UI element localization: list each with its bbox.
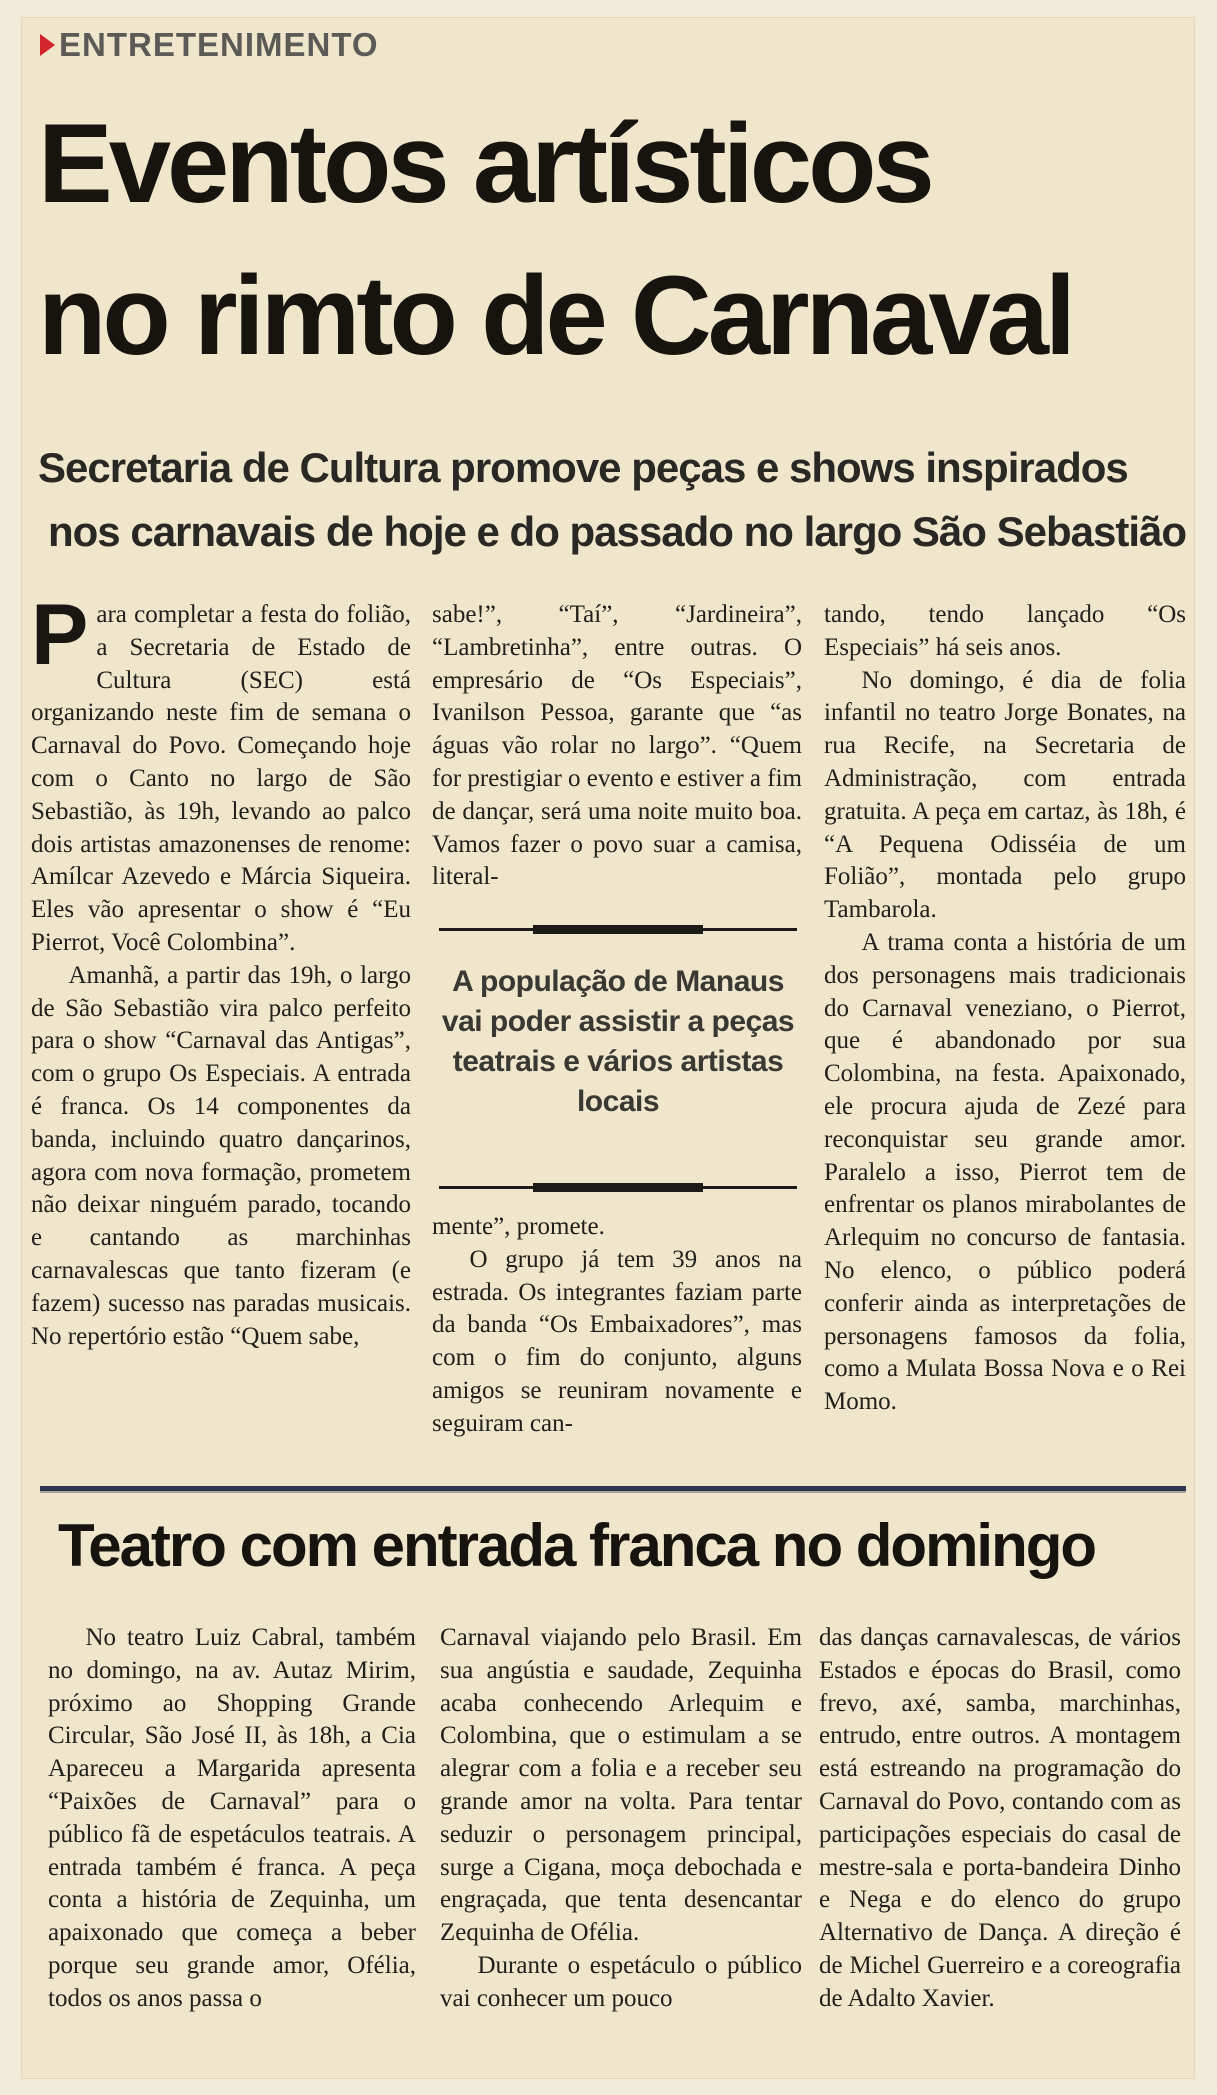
headline-line-2: no rimto de Carnaval <box>38 253 1073 378</box>
article2-column-2 <box>440 1622 802 2016</box>
article2-paragraph: das danças carnavalescas, de vários Estados e épocas do Brasil, como frevo, axé, samba, marchinhas, entrudo, entre outros. A montagem está estreando na programação do Carnaval do Povo, contando com as participações especiais do casal de mestre-sala e porta-bandeira Dinho e Nega e do elenco do grupo Alternativo de Dança. A direção é de Michel Guerreiro e a coreografia de Adalto Xavier. <box>819 1624 1181 2012</box>
article1-paragraph: A trama conta a história de um dos personagens mais tradicionais do Carnaval veneziano, o Pierrot, que é abandonado por sua Colombina, na festa. Apaixonado, ele procura ajuda de Zezé para reconquistar seu grande amor. Paralelo a isso, Pierrot tem de enfrentar os planos mirabolantes de Arlequim no concurso de fantasia. No elenco, o público poderá conferir ainda as interpretações de personagens famosos da folia, como a Mulata Bossa Nova e o Rei Momo. <box>824 928 1186 1416</box>
article1-column-2-bottom <box>432 1211 802 1441</box>
section-divider <box>40 1486 1186 1491</box>
article2-paragraph: No teatro Luiz Cabral, também no domingo, na av. Autaz Mirim, próximo ao Shopping Grande Circular, São José II, às 18h, a Cia Apareceu a Margarida apresenta “Paixões de Carnaval” para o público fã de espetáculos teatrais. A entrada também é franca. A peça conta a história de Zequinha, um apaixonado que começa a beber porque seu grande amor, Ofélia, todos os anos passa o <box>48 1624 416 2012</box>
section-label: ENTRETENIMENTO <box>59 26 379 63</box>
headline-line-1: Eventos artísticos <box>38 101 931 226</box>
article1-paragraph <box>31 587 411 960</box>
article1-paragraph: sabe!”, “Taí”, “Jardineira”, “Lambretinha”, entre outras. O empresário de “Os Especiais”, Ivanilson Pessoa, garante que “as águas vão rolar no largo”. “Quem for prestigiar o evento e estiver a fim de dançar, será uma noite muito boa. Vamos fazer o povo suar a camisa, literal- <box>432 601 802 891</box>
pull-quote-top-rule <box>439 928 797 931</box>
article2-column-1 <box>48 1622 416 2016</box>
article1-column-2-top <box>432 599 802 894</box>
article2-headline: Teatro com entrada franca no domingo <box>58 1512 1096 1579</box>
article2-paragraph: Carnaval viajando pelo Brasil. Em sua angústia e saudade, Zequinha acaba conhecendo Arlequim e Colombina, que o estimulam a se alegrar com a folia e a receber seu grande amor na volta. Para tentar seduzir o personagem principal, surge a Cigana, moça debochada e engraçada, que tenta desencantar Zequinha de Ofélia. <box>440 1624 802 1947</box>
article1-column-1 <box>31 587 411 1353</box>
headline <box>38 88 1188 392</box>
section-tag <box>40 26 379 64</box>
article1-col1-text-1: ara completar a festa do folião, a Secretaria de Estado de Cultura (SEC) está organizando neste fim de semana o Carnaval do Povo. Começando hoje com o Canto no largo de São Sebastião, às 19h, levando ao palco dois artistas amazonenses de renome: Amílcar Azevedo e Márcia Siqueira. Eles vão apresentar o show é “Eu Pierrot, Você Colombina”. <box>31 601 411 956</box>
article1-paragraph: mente”, promete. <box>432 1213 605 1240</box>
article1-paragraph: tando, tendo lançado “Os Especiais” há seis anos. <box>824 601 1186 661</box>
subheadline <box>38 436 1188 564</box>
subheadline-line-2: nos carnavais de hoje e do passado no largo São Sebastião <box>48 508 1187 555</box>
pull-quote-bottom-rule <box>439 1186 797 1189</box>
pull-quote <box>439 928 797 1198</box>
pull-quote-text: A população de Manaus vai poder assistir a peças teatrais e vários artistas locais <box>441 965 795 1118</box>
article2-paragraph: Durante o espetáculo o público vai conhecer um pouco <box>440 1951 802 2012</box>
dropcap: P <box>31 587 89 683</box>
article2-column-3 <box>819 1622 1181 2016</box>
newspaper-page <box>22 18 1194 2078</box>
article1-paragraph: O grupo já tem 39 anos na estrada. Os integrantes faziam parte da banda “Os Embaixadores”, mas com o fim do conjunto, alguns amigos se reuniram novamente e seguiram can- <box>432 1245 802 1437</box>
article1-paragraph: No domingo, é dia de folia infantil no teatro Jorge Bonates, na rua Recife, na Secretaria de Administração, com entrada gratuita. A peça em cartaz, às 18h, é “A Pequena Odisséia de um Folião”, montada pelo grupo Tambarola. <box>824 666 1186 924</box>
article1-paragraph: Amanhã, a partir das 19h, o largo de São Sebastião vira palco perfeito para o show “Carnaval das Antigas”, com o grupo Os Especiais. A entrada é franca. Os 14 componentes da banda, incluindo quatro dançarinos, agora com nova formação, prometem não deixar ninguém parado, tocando e cantando as marchinhas carnavalescas que tanto fizeram (e fazem) sucesso nas paradas musicais. No repertório estão “Quem sabe, <box>31 961 411 1350</box>
section-arrow-icon <box>40 34 55 56</box>
subheadline-line-1: Secretaria de Cultura promove peças e shows inspirados <box>38 444 1128 491</box>
article1-column-3 <box>824 599 1186 1419</box>
